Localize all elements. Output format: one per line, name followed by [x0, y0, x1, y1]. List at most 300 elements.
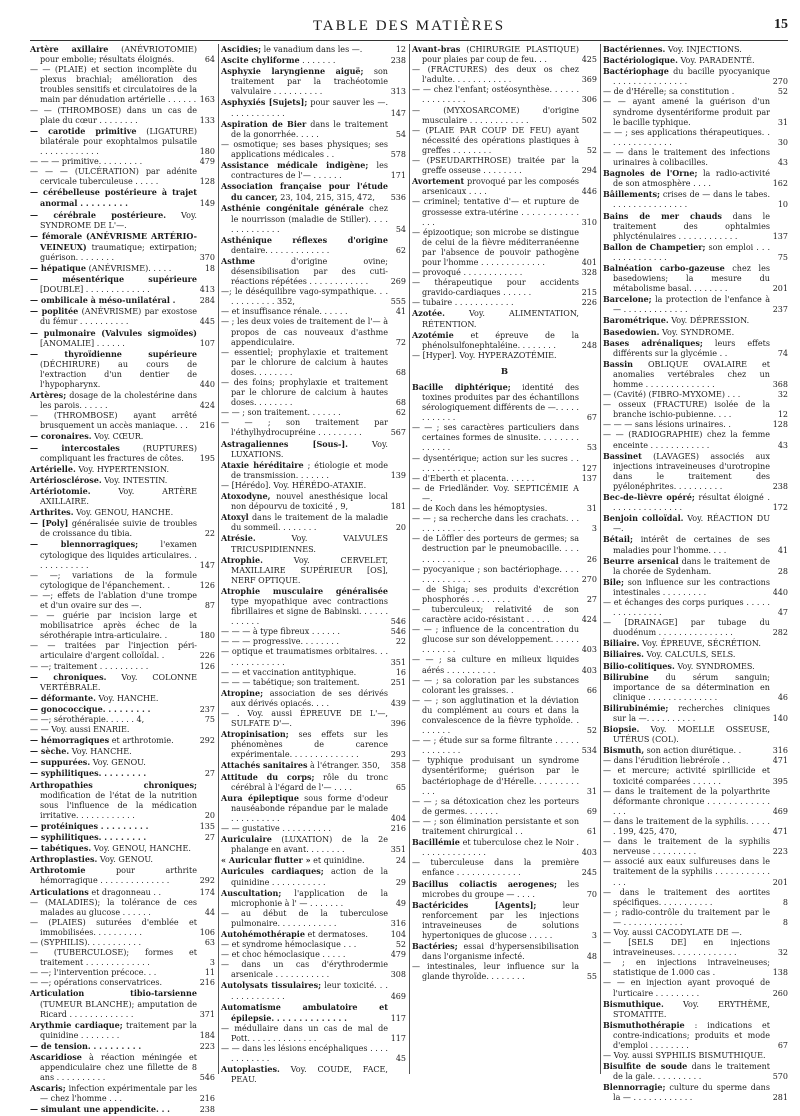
- entry-term: Arthrites.: [30, 507, 74, 518]
- entry-description: — [SELS DE] en injections intraveineuses. . . . . . . . . . . . .: [603, 938, 770, 958]
- entry-page-ref: 424: [581, 615, 597, 625]
- index-entry: [603, 211, 788, 242]
- index-entry: [412, 504, 597, 514]
- entry-description: association de ses dérivés aux dérivés opiacés. . . .: [231, 688, 388, 708]
- entry-description: — tuberculeux; relativité de son caractère acido-résistant . . . . .: [412, 604, 579, 625]
- index-entry: [221, 824, 406, 834]
- entry-page-ref: 237: [772, 305, 788, 315]
- entry-description: — — ; étude sur sa forme filtrante . . . . . . . . . . . . .: [412, 736, 579, 756]
- entry-description: Voy. ALIMENTATION, RÉTENTION.: [422, 309, 579, 329]
- index-entry: [221, 533, 406, 554]
- entry-term: — cérébelleuse postérieure à trajet anormal . . . . . . . . .: [30, 187, 197, 209]
- entry-term: Bassin: [603, 358, 633, 369]
- index-entry: [603, 766, 788, 786]
- entry-term: — thyroïdienne supérieure: [30, 348, 197, 359]
- entry-description: — (PLAIES) suturées d'emblée et immobilisées. . . . . . . . . .: [30, 917, 197, 937]
- index-entry: [221, 97, 406, 118]
- entry-description: les microbes du groupe — . . . .: [422, 879, 579, 899]
- entry-term: — hépatique: [30, 262, 87, 273]
- index-entry: [30, 938, 215, 948]
- entry-description: à l'étranger. 350,: [307, 761, 380, 771]
- entry-description: — pyocyanique ; son bactériophage. . . . . . . . . . . . . .: [412, 564, 579, 584]
- index-entry: [603, 338, 788, 359]
- index-entry: [412, 696, 597, 736]
- index-entry: [221, 555, 406, 586]
- entry-description: — — Voy. aussi ENARIE.: [30, 725, 130, 735]
- entry-description: (CHIRURGIE PLASTIQUE) pour plaies par coup de feu. . .: [422, 45, 579, 65]
- entry-term: — coronaires.: [30, 431, 92, 442]
- entry-description: la protection de l'enfance à — . . . . . . . . . . . . .: [613, 295, 770, 315]
- entry-description: — —; opérations conservatrices.: [30, 978, 163, 988]
- entry-page-ref: 172: [772, 503, 788, 513]
- index-entry: [603, 672, 788, 703]
- entry-description: Voy. CERVELET, MAXILLAIRE SUPÉRIEUR [OS], NERF OPTIQUE.: [231, 555, 388, 585]
- index-entry: [603, 148, 788, 168]
- entry-term: Bacillémie: [412, 837, 460, 848]
- entry-description: généralisée suivie de troubles de croissance du tibia.: [40, 519, 197, 539]
- entry-page-ref: 567: [390, 428, 406, 438]
- entry-page-ref: 30: [777, 137, 788, 147]
- entry-description: leur toxicité. . . . . . . . . . . . . .: [231, 981, 388, 1001]
- index-entry: [221, 44, 406, 55]
- index-entry: [221, 647, 406, 667]
- entry-term: — blennorragiques;: [30, 539, 139, 550]
- entry-description: Voy. GENOU.: [97, 855, 153, 865]
- entry-description: — typhique produisant un syndrome dysentériforme; guérison par le bactériophage de d'Hérelle. . . . . . . . . . . .: [412, 756, 579, 796]
- entry-description: — et mercure; activité spirillicide et toxicité comparées . . . . . .: [603, 766, 770, 786]
- entry-description: — — ; son traitement par l'éthylhydrocupréine . . . . . . . . .: [221, 418, 388, 438]
- entry-term: Bisulfite de soude: [603, 1061, 688, 1072]
- entry-term: Bétail;: [603, 534, 633, 545]
- index-entry: [221, 307, 406, 317]
- entry-page-ref: 502: [581, 115, 597, 125]
- entry-page-ref: 245: [581, 868, 597, 878]
- entry-term: Ascaridiose: [30, 1052, 82, 1062]
- entry-description: à réaction méningée et appendiculaire chez une fillette de 8 ans . . . . . . . . . .: [40, 1053, 197, 1083]
- entry-description: Voy. VALVULES TRICUSPIDIENNES.: [231, 534, 388, 554]
- entry-page-ref: 61: [586, 827, 597, 837]
- entry-term: Balnéation carbo-gazeuse: [603, 262, 725, 273]
- index-entry: [221, 909, 406, 929]
- entry-page-ref: 294: [581, 166, 597, 176]
- entry-page-ref: 195: [199, 453, 215, 463]
- entry-description: — —; variations de la formule cytologique de l'épanchement. .: [30, 570, 197, 590]
- entry-description: — Voy. aussi SYPHILIS BISMUTHIQUE.: [603, 1051, 766, 1061]
- entry-description: pour sauver les —. . . . . . . . . . . .: [231, 98, 389, 118]
- entry-description: type myopathique avec contractions fibrillaires et signe de Babinski. . . . . . . . . . . .: [231, 596, 388, 627]
- entry-page-ref: 63: [204, 937, 215, 947]
- entry-description: — — — sans lésions urinaires. .: [603, 420, 731, 430]
- index-entry: [603, 649, 788, 660]
- index-entry: [603, 327, 788, 338]
- entry-page-ref: 107: [199, 338, 215, 348]
- index-entry: [30, 157, 215, 167]
- index-entry: [30, 704, 215, 715]
- entry-description: — dysentérique; action sur les sucres . . . . . . . . . . . . .: [412, 453, 579, 473]
- index-entry: [412, 625, 597, 655]
- entry-description: provoqué par les composés arsenicaux . . . .: [422, 177, 579, 197]
- index-entry: [603, 168, 788, 189]
- index-entry: [412, 879, 597, 900]
- entry-page-ref: 292: [199, 736, 215, 746]
- entry-description: — — en injection ayant provoqué de l'urticaire . . . . . . . . .: [603, 978, 770, 998]
- entry-description: Voy. ÉPREUVE, SÉCRÉTION.: [639, 639, 761, 649]
- index-entry: [603, 97, 788, 127]
- entry-description: l'examen cytologique des liquides articulaires. . . . . . . . . . . .: [40, 540, 197, 570]
- entry-page-ref: 18: [204, 263, 215, 273]
- entry-term: Bismuthothérapie: [603, 1019, 685, 1030]
- entry-term: Bec-de-lièvre opéré;: [603, 492, 695, 503]
- entry-term: Bilirubinémie;: [603, 702, 669, 713]
- entry-description: son action diurétique. .: [644, 746, 742, 756]
- entry-term: — carotide primitive: [30, 125, 137, 136]
- entry-page-ref: 70: [586, 889, 597, 899]
- index-entry: [221, 317, 406, 347]
- entry-description: — — (THROMBOSE) dans un cas de plaie du cœur . . . . . . . .: [30, 105, 197, 125]
- entry-term: Biopsie.: [603, 724, 640, 735]
- entry-page-ref: 351: [390, 845, 406, 855]
- entry-description: — (TUBERCULOSE); formes et traitement . . . . . . . . . . . . .: [30, 948, 197, 968]
- index-entry: [30, 518, 215, 539]
- index-entry: [30, 349, 215, 390]
- entry-description: ses effets sur les phénomènes de carence expérimentale. . . . . . . . . . . . . .: [231, 730, 388, 760]
- index-entry: [30, 187, 215, 209]
- index-entry: [603, 908, 788, 928]
- entry-page-ref: 163: [199, 95, 215, 105]
- entry-page-ref: 395: [772, 776, 788, 786]
- index-entry: [412, 65, 597, 85]
- index-entry: [603, 1051, 788, 1061]
- index-entry: [412, 454, 597, 474]
- index-entry: [30, 1041, 215, 1052]
- index-entry: [30, 431, 215, 442]
- entry-description: Voy. SYNDROMES.: [674, 661, 755, 671]
- entry-term: — syphilitiques. . . . . . . . .: [30, 768, 147, 779]
- entry-description: — (SYPHILIS). . . . . . . . . . .: [30, 937, 142, 947]
- entry-page-ref: 20: [204, 810, 215, 820]
- index-entry: [30, 571, 215, 591]
- entry-description: Voy. COLONNE VERTÉBRALE.: [40, 672, 197, 692]
- index-entry: [221, 491, 406, 512]
- entry-description: Voy. SYNDROME.: [659, 327, 735, 337]
- entry-page-ref: 216: [199, 978, 215, 988]
- entry-term: — déformante.: [30, 692, 96, 703]
- entry-description: — ; radio-contrôle du traitement par le — . . . . . . . . . . . .: [603, 907, 770, 927]
- entry-description: (LAVAGES) associés aux injections intraveineuses d'urotropine dans le traitement des pyélonéphrites. . . . . . . . . .: [613, 451, 770, 491]
- entry-page-ref: 67: [586, 413, 597, 423]
- entry-term: Barométrique.: [603, 315, 669, 326]
- entry-description: Voy. LUXATIONS.: [231, 439, 388, 459]
- entry-term: Bains de mer chauds: [603, 210, 722, 221]
- index-entry: [603, 55, 788, 66]
- entry-page-ref: 251: [390, 677, 406, 687]
- index-entry: [30, 210, 215, 231]
- index-entry: [221, 929, 406, 940]
- entry-term: Blennorragie;: [603, 1082, 666, 1093]
- entry-description: dans le traitement de la chorée de Sydenham.: [613, 556, 770, 576]
- entry-term: Asphyxiés [Sujets];: [221, 97, 308, 108]
- entry-term: Azotée.: [412, 308, 445, 319]
- entry-term: — syphilitiques. . . . . . . . .: [30, 832, 147, 843]
- entry-term: Bismuthique.: [603, 998, 664, 1009]
- entry-term: Ballon de Champetier;: [603, 241, 706, 252]
- index-entry: [221, 287, 406, 307]
- entry-page-ref: 52: [777, 87, 788, 97]
- entry-description: — osmotique; ses bases physiques; ses applications médicales . .: [221, 139, 388, 159]
- entry-term: Attachés sanitaires: [221, 760, 308, 771]
- entry-page-ref: 424: [199, 401, 215, 411]
- entry-term: — hémorragiques: [30, 735, 110, 746]
- entry-term: « Auricular flutter »: [221, 855, 311, 866]
- index-entry: [30, 821, 215, 832]
- entry-term: Auricules cardiaques;: [221, 866, 324, 877]
- index-entry: [603, 189, 788, 210]
- entry-description: leur renforcement par les injections intraveineuses de solutions hypertoniques de glucose . . . . .: [422, 900, 579, 940]
- entry-page-ref: 87: [204, 600, 215, 610]
- index-entry: [30, 918, 215, 938]
- index-entry: [30, 757, 215, 768]
- entry-term: Autohémothérapie: [221, 928, 305, 939]
- entry-page-ref: 16: [395, 667, 406, 677]
- index-entry: [221, 66, 406, 97]
- entry-term: Arythmie cardiaque;: [30, 1019, 123, 1030]
- entry-description: ; étiologie et mode de transmission. . . . . . .: [231, 460, 388, 480]
- entry-page-ref: 52: [395, 940, 406, 950]
- entry-term: Auscultation;: [221, 887, 282, 898]
- entry-description: du bacille pyocyanique . . . . . . . . . . . . . . .: [613, 67, 770, 87]
- entry-page-ref: 471: [772, 756, 788, 766]
- entry-description: Voy. ERYTHÈME, STOMATITE.: [613, 999, 770, 1019]
- entry-description: Voy. GENOU, HANCHE.: [91, 844, 191, 854]
- entry-page-ref: 74: [777, 348, 788, 358]
- index-entry: [30, 843, 215, 854]
- entry-description: — thérapeutique pour accidents gravido-cardiaques . . . . . .: [412, 278, 579, 298]
- index-entry: [412, 351, 597, 361]
- entry-page-ref: 226: [581, 298, 597, 308]
- entry-page-ref: 104: [390, 929, 406, 939]
- entry-page-ref: 31: [586, 504, 597, 514]
- entry-description: — de Friedländer. Voy. SEPTICÉMIE A —.: [412, 483, 579, 503]
- entry-page-ref: 238: [772, 481, 788, 491]
- index-entry: [603, 400, 788, 420]
- entry-page-ref: 133: [199, 115, 215, 125]
- entry-page-ref: 370: [199, 252, 215, 262]
- index-column-4: [603, 44, 788, 1103]
- index-entry: [221, 668, 406, 678]
- index-entry: [30, 988, 215, 1019]
- index-entry: [412, 736, 597, 756]
- index-entry: [30, 390, 215, 411]
- column-divider: [218, 44, 219, 1074]
- index-entry: [221, 55, 406, 66]
- section-letter: B: [500, 366, 509, 377]
- entry-description: (DÉCHIRURE) au cours de l'extraction d'un dentier de l'hypopharynx.: [40, 359, 197, 389]
- entry-description: d'origine ovine; désensibilisation par des cuti-réactions répétées . . . . . . . . . . . .: [231, 256, 388, 287]
- index-entry: [412, 382, 597, 423]
- entry-term: Bactéries;: [412, 941, 458, 952]
- entry-description: — tubaire . . . . . . . . . . . .: [412, 298, 514, 308]
- entry-description: crises de — dans le tabes. . . . . . . . . . . . . . . .: [613, 190, 770, 210]
- entry-description: et tuberculose chez le Noir . . . . . . . . . . . . . .: [422, 838, 579, 858]
- entry-term: Bilio-colitiques.: [603, 660, 675, 671]
- index-entry: [412, 858, 597, 878]
- entry-description: Voy. HANCHE.: [69, 747, 132, 757]
- entry-page-ref: 310: [581, 217, 597, 227]
- entry-page-ref: 269: [390, 277, 406, 287]
- index-entry: [412, 676, 597, 696]
- entry-description: nouvel anesthésique local non dépourvu de toxicité , 9,: [231, 492, 388, 512]
- entry-description: — [Hérédo]. Voy. HÉRÉDO-ATAXIE.: [221, 480, 367, 490]
- entry-description: — épizootique; son microbe se distingue de celui de la fièvre méditerranéenne par l'absence de pouvoir pathogène pour l'homme . . . . . . . . . . . . .: [412, 227, 579, 267]
- entry-description: — . Voy. aussi ÉPREUVE DE L'—, SULFATE D'—.: [221, 709, 388, 729]
- entry-description: (LUXATION) de la 2e phalange en avant. . . . . . . .: [231, 835, 388, 855]
- entry-term: — intercostales: [30, 442, 120, 453]
- entry-term: Basedowien.: [603, 326, 660, 337]
- entry-description: — — (PLAIE) et section incomplète du plexus brachial; amélioration des troubles sensitifs et circulatoires de la main par dénudation artérielle . . . . . .: [30, 65, 197, 105]
- entry-page-ref: 578: [390, 149, 406, 159]
- entry-description: identité des toxines produites par des échantillons sérologiquement différents de —. . . . . . . . . . . .: [422, 382, 579, 423]
- index-entry: [30, 1020, 215, 1041]
- entry-term: — simulant une appendicite. . .: [30, 1104, 170, 1115]
- index-entry: [30, 328, 215, 349]
- entry-page-ref: 469: [772, 806, 788, 816]
- index-entry: [221, 866, 406, 887]
- index-entry: [30, 611, 215, 641]
- index-column-1: [30, 44, 215, 1115]
- entry-description: dentaire. . . . . . . . . . . . .: [231, 245, 330, 255]
- entry-description: — tuberculeuse dans la première enfance . . . . . . . . . . . . .: [412, 858, 579, 878]
- entry-description: : indications et contre-indications; produits et mode d'emploi . . . . . . . .: [613, 1020, 770, 1050]
- entry-term: Arthropathies chroniques;: [30, 779, 197, 790]
- entry-term: — gonococcique. . . . . . . . .: [30, 703, 151, 714]
- entry-page-ref: 479: [390, 950, 406, 960]
- entry-term: — [Poly]: [30, 518, 69, 529]
- column-divider: [600, 44, 601, 1074]
- index-entry: [221, 1064, 406, 1085]
- entry-description: intérêt de certaines de ses maladies pour l'homme. . . .: [613, 535, 770, 555]
- entry-page-ref: 215: [581, 288, 597, 298]
- entry-description: du sérum sanguin; importance de sa détermination en clinique . . . . . . . . . . . . . .: [613, 672, 770, 702]
- entry-term: Ascite chyliforme: [221, 55, 300, 66]
- entry-description: — dans le traitement de la polyarthrite déformante chronique . . . . . . . . . . . . . . .: [603, 786, 770, 816]
- entry-description: — — ; son traitement. . . . . . .: [221, 408, 341, 418]
- entry-term: Benjoin colloïdal.: [603, 513, 684, 524]
- entry-page-ref: 368: [772, 380, 788, 389]
- entry-description: — médullaire dans un cas de mal de Pott. . . . . . . . . . . . . .: [221, 1023, 388, 1043]
- entry-description: chez les basedowiens; la mesure du métabolisme basal. . . . . . . .: [613, 263, 770, 294]
- entry-description: et dermatoses.: [304, 929, 368, 939]
- entry-term: Bilirubine: [603, 671, 649, 682]
- index-entry: [603, 242, 788, 263]
- entry-page-ref: 171: [390, 171, 406, 181]
- index-entry: [603, 66, 788, 87]
- entry-page-ref: 216: [199, 421, 215, 431]
- index-entry: [221, 760, 406, 771]
- entry-page-ref: 180: [199, 146, 215, 156]
- entry-description: — ; en injections intraveineuses; statistique de 1.000 cas .: [603, 958, 770, 978]
- page-title: TABLE DES MATIÈRES: [312, 18, 506, 34]
- index-entry: [221, 160, 406, 181]
- entry-description: — de Shiga; ses produits d'excrétion phosphorés . . . . . . . .: [412, 584, 579, 604]
- index-entry: [221, 729, 406, 760]
- index-columns: [30, 44, 788, 1115]
- index-entry: [30, 693, 215, 704]
- index-entry: [603, 128, 788, 148]
- entry-page-ref: 479: [199, 157, 215, 167]
- entry-description: — — ; ses applications thérapeutiques. . . . . . . . . . . . . .: [603, 127, 770, 147]
- index-entry: [221, 688, 406, 709]
- entry-term: Autoplasties.: [221, 1064, 280, 1075]
- entry-term: Articulations: [30, 886, 89, 897]
- entry-description: traumatique; extirpation; guérison. . . . . . . .: [40, 242, 197, 262]
- entry-page-ref: 64: [204, 55, 215, 65]
- entry-page-ref: 75: [204, 715, 215, 724]
- index-entry: [603, 978, 788, 998]
- entry-description: (ANÉVRIOTOMIE) pour embolie; résultats éloignés.: [40, 45, 198, 65]
- index-entry: [221, 940, 406, 950]
- index-entry: [412, 330, 597, 351]
- entry-term: — ombilicale à méso-unilatéral .: [30, 295, 176, 306]
- entry-page-ref: 41: [395, 307, 406, 317]
- index-entry: [603, 420, 788, 430]
- entry-description: Voy. HYPERTENSION.: [75, 464, 170, 474]
- index-entry: [603, 577, 788, 598]
- entry-page-ref: 546: [199, 1073, 215, 1083]
- entry-page-ref: 313: [390, 87, 406, 97]
- index-entry: [221, 235, 406, 256]
- entry-page-ref: 308: [390, 970, 406, 980]
- index-entry: [603, 745, 788, 756]
- entry-description: infection expérimentale par les — chez l'homme . . .: [40, 1084, 197, 1104]
- index-entry: [30, 1052, 215, 1083]
- index-entry: [30, 65, 215, 105]
- entry-description: — ; les deux voies de traitement de l'— à propos de cas nouveaux d'asthme appendiculaire.: [221, 317, 388, 347]
- entry-term: — poplitée: [30, 306, 79, 317]
- index-entry: [30, 443, 215, 464]
- entry-term: Beurre arsenical: [603, 555, 679, 566]
- entry-description: — et choc hémoclasique . . . . .: [221, 950, 346, 960]
- entry-page-ref: 48: [586, 952, 597, 962]
- index-entry: [603, 661, 788, 672]
- entry-page-ref: 226: [199, 651, 215, 661]
- index-entry: [412, 106, 597, 126]
- entry-term: — tabétiques.: [30, 843, 92, 854]
- entry-description: traitement par la quinidine . . . . . . . .: [40, 1020, 197, 1040]
- entry-page-ref: 237: [199, 704, 215, 714]
- entry-term: Bacille diphtérique;: [412, 381, 511, 392]
- entry-description: chez le nourrisson (maladie de Stiller). . . . . . . . . . . . . .: [231, 204, 388, 234]
- entry-description: Voy. CŒUR.: [91, 432, 144, 442]
- entry-description: Voy. PARADENTÉ.: [677, 56, 755, 66]
- index-entry: [30, 274, 215, 295]
- entry-description: — (THROMBOSE) ayant arrêté brusquement un accès maniaque. . .: [30, 411, 197, 431]
- entry-page-ref: 126: [199, 661, 215, 671]
- entry-description: — — — primitive. . . . . . . . .: [30, 157, 143, 167]
- entry-description: — — ; sa coloration par les substances colorant les graisses. .: [412, 675, 579, 695]
- entry-page-ref: 140: [772, 714, 788, 723]
- entry-term: Artérielle.: [30, 463, 76, 474]
- entry-page-ref: 139: [390, 470, 406, 480]
- entry-description: — (FRACTURES) des deux os chez l'adulte. . . . . . . . . . . .: [412, 65, 579, 85]
- index-entry: [30, 464, 215, 475]
- entry-term: Artériotomie.: [30, 485, 91, 496]
- entry-description: — des foins; prophylaxie et traitement par le chlorure de calcium à hautes doses. . . . . . . .: [221, 378, 388, 408]
- index-entry: [30, 746, 215, 757]
- entry-page-ref: 403: [581, 848, 597, 858]
- index-entry: [412, 900, 597, 941]
- index-entry: [30, 411, 215, 431]
- index-entry: [412, 534, 597, 564]
